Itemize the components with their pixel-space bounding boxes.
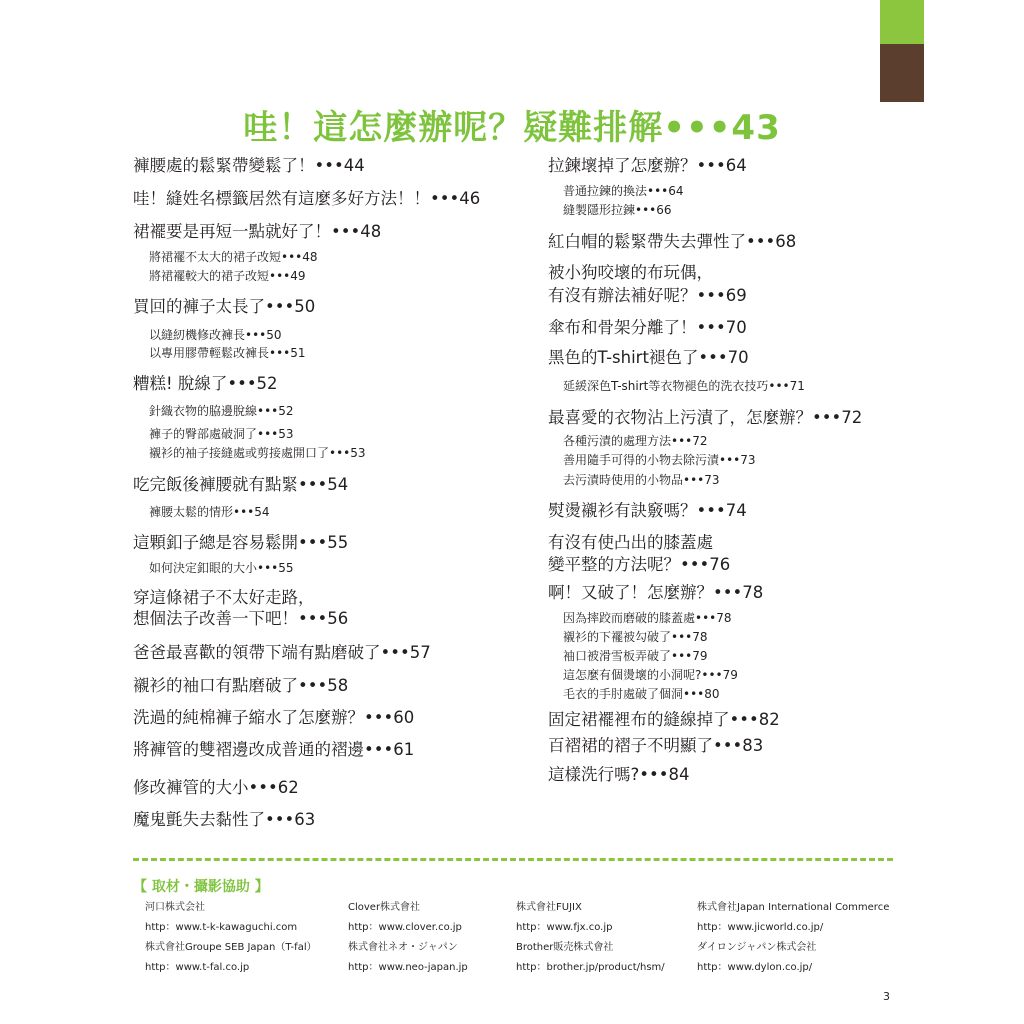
toc-subentry: 褲腰太鬆的情形•••54: [149, 505, 270, 519]
toc-entry: 變平整的方法呢？•••76: [548, 555, 731, 574]
toc-subentry: 縫製隱形拉鍊•••66: [563, 203, 672, 217]
toc-entry: 裙襬要是再短一點就好了！•••48: [133, 222, 382, 241]
toc-entry: 最喜愛的衣物沾上污漬了，怎麼辦？•••72: [548, 408, 863, 427]
toc-subentry: 將裙襬不太大的裙子改短•••48: [149, 250, 318, 264]
credit-entry: [348, 903, 462, 933]
toc-entry: 熨燙襯衫有訣竅嗎？•••74: [548, 501, 747, 520]
toc-subentry: 將裙襬較大的裙子改短•••49: [149, 269, 306, 283]
toc-entry: 褲腰處的鬆緊帶變鬆了！•••44: [133, 156, 365, 175]
toc-entry: 哇！縫姓名標籤居然有這麼多好方法！！•••46: [133, 189, 481, 208]
credit-name: Clover株式會社: [348, 902, 421, 913]
dashed-divider: [133, 858, 893, 861]
credit-url: http：www.t-fal.co.jp: [145, 962, 250, 973]
credit-entry: [697, 903, 889, 933]
toc-subentry: 以專用膠帶輕鬆改褲長•••51: [149, 346, 306, 360]
toc-entry: 糟糕! 脫線了•••52: [133, 374, 278, 393]
toc-entry: 襯衫的袖口有點磨破了•••58: [133, 676, 349, 695]
credit-entry: [145, 903, 297, 933]
toc-entry: 修改褲管的大小•••62: [133, 778, 299, 797]
credit-name: 河口株式会社: [145, 902, 205, 913]
corner-tab-green: [880, 0, 924, 44]
toc-entry: 黑色的T-shirt褪色了•••70: [548, 348, 749, 367]
toc-subentry: 以縫紉機修改褲長•••50: [149, 328, 282, 342]
toc-entry: 這顆釦子總是容易鬆開•••55: [133, 533, 349, 552]
toc-subentry: 毛衣的手肘處破了個洞•••80: [563, 687, 720, 701]
toc-subentry: 普通拉鍊的換法•••64: [563, 184, 684, 198]
toc-entry: 百褶裙的褶子不明顯了•••83: [548, 736, 764, 755]
toc-entry: 有沒有辦法補好呢？•••69: [548, 286, 747, 305]
credit-name: 株式會社Japan International Commerce: [697, 902, 890, 913]
toc-entry: 紅白帽的鬆緊帶失去彈性了•••68: [548, 232, 797, 251]
toc-entry: 啊！又破了！怎麼辦？•••78: [548, 583, 764, 602]
credit-url: http：www.neo-japan.jp: [348, 962, 468, 973]
credit-entry: [697, 943, 816, 973]
toc-subentry: 去污漬時使用的小物品•••73: [563, 473, 720, 487]
toc-entry: 有沒有使凸出的膝蓋處: [548, 533, 713, 552]
toc-entry: 魔鬼氈失去黏性了•••63: [133, 810, 316, 829]
credit-name: Brother販売株式會社: [516, 942, 614, 953]
credit-entry: [348, 943, 468, 973]
toc-entry: 被小狗咬壞的布玩偶，: [548, 263, 713, 282]
section-title: 哇！這怎麼辦呢？疑難排解•••43: [243, 108, 781, 148]
credit-url: http：brother.jp/product/hsm/: [516, 962, 665, 973]
toc-entry: 吃完飯後褲腰就有點緊•••54: [133, 475, 349, 494]
credit-name: 株式會社FUJIX: [516, 902, 582, 913]
toc-subentry: 襯衫的下襬被勾破了•••78: [563, 630, 708, 644]
page-number: 3: [883, 990, 890, 1003]
toc-entry: 買回的褲子太長了•••50: [133, 297, 316, 316]
toc-entry: 這樣洗行嗎?•••84: [548, 765, 690, 784]
toc-entry: 想個法子改善一下吧！•••56: [133, 609, 349, 628]
toc-subentry: 各種污漬的處理方法•••72: [563, 434, 708, 448]
credit-url: http：www.t-k-kawaguchi.com: [145, 922, 298, 933]
credit-url: http：www.jicworld.co.jp/: [697, 922, 824, 933]
toc-entry: 固定裙襬裡布的縫線掉了•••82: [548, 710, 780, 729]
toc-entry: 傘布和骨架分離了！•••70: [548, 318, 747, 337]
credit-entry: [516, 903, 612, 933]
toc-subentry: 如何決定釦眼的大小•••55: [149, 561, 294, 575]
toc-subentry: 針織衣物的脇邊脫線•••52: [149, 404, 294, 418]
toc-entry: 爸爸最喜歡的領帶下端有點磨破了•••57: [133, 643, 431, 662]
credit-url: http：www.dylon.co.jp/: [697, 962, 813, 973]
corner-tab-brown: [880, 44, 924, 102]
toc-subentry: 因為摔跤而磨破的膝蓋處•••78: [563, 611, 732, 625]
toc-subentry: 襯衫的袖子接縫處或剪接處開口了•••53: [149, 446, 366, 460]
toc-subentry: 善用隨手可得的小物去除污漬•••73: [563, 453, 756, 467]
toc-subentry: 延緩深色T-shirt等衣物褪色的洗衣技巧•••71: [563, 379, 805, 393]
toc-subentry: 褲子的臀部處破洞了•••53: [149, 427, 294, 441]
toc-entry: 將褲管的雙褶邊改成普通的褶邊•••61: [133, 740, 415, 759]
toc-entry: 洗過的純棉褲子縮水了怎麼辦？•••60: [133, 708, 415, 727]
credit-url: http：www.clover.co.jp: [348, 922, 462, 933]
toc-subentry: 這怎麼有個燙壞的小洞呢?•••79: [563, 668, 738, 682]
toc-entry: 穿這條裙子不太好走路，: [133, 588, 315, 607]
credit-entry: [145, 943, 317, 973]
credit-name: 株式會社ネオ・ジャパン: [348, 942, 458, 953]
credit-name: 株式會社Groupe SEB Japan（T-fal）: [145, 942, 317, 953]
credit-url: http：www.fjx.co.jp: [516, 922, 613, 933]
credit-entry: [516, 943, 665, 973]
toc-subentry: 袖口被滑雪板弄破了•••79: [563, 649, 708, 663]
credit-name: ダイロンジャパン株式会社: [697, 942, 817, 953]
credits-title: 【 取材・攝影協助 】: [133, 879, 269, 895]
toc-entry: 拉鍊壞掉了怎麼辦？•••64: [548, 156, 747, 175]
